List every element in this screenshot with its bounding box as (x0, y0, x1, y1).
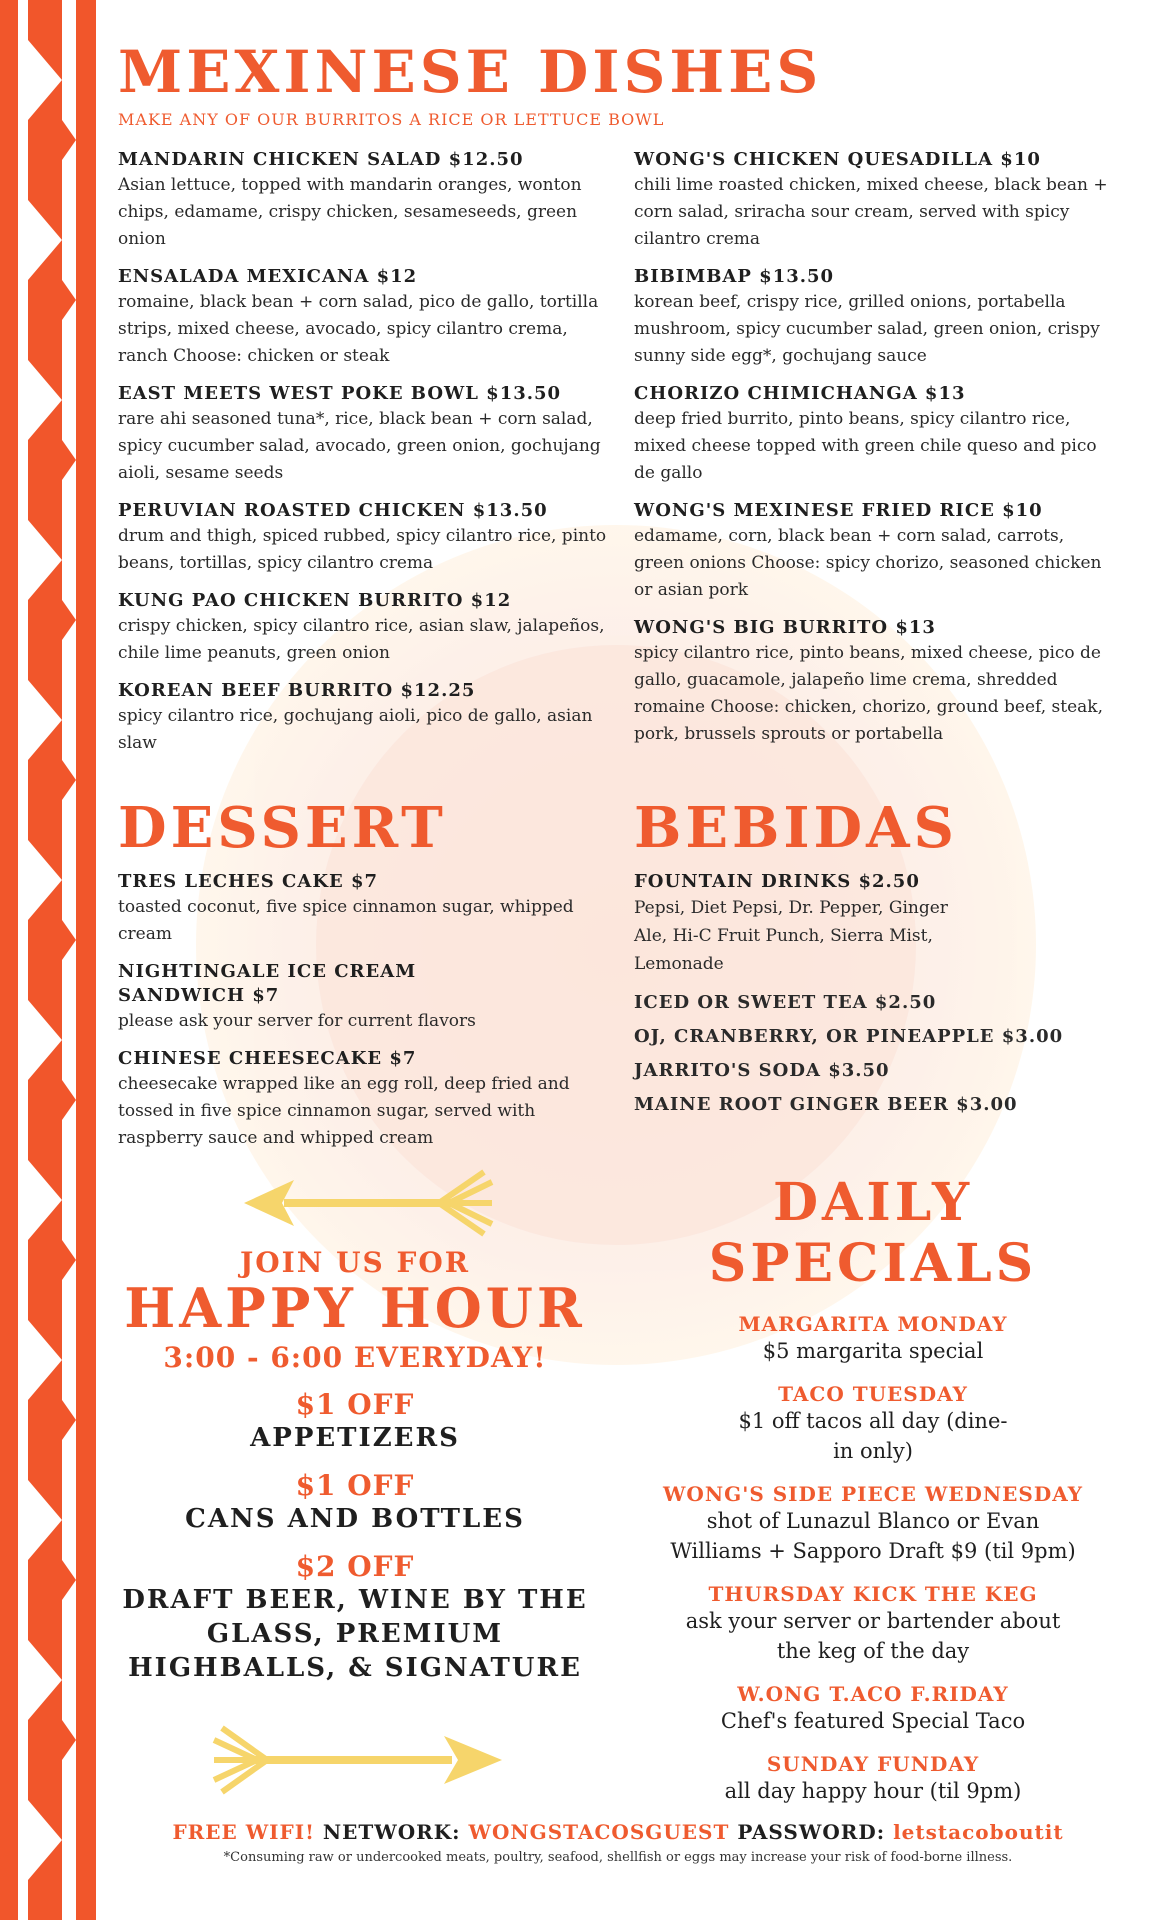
item-desc: edamame, corn, black bean + corn salad, carrots, green onions Choose: spicy chorizo, seasoned chicken or asian pork (634, 526, 1102, 600)
item-desc: romaine, black bean + corn salad, pico de gallo, tortilla strips, mixed cheese, avocado, spicy cilantro crema, ranch Choose: chicken or steak (118, 292, 599, 366)
item-name: WONG'S MEXINESE FRIED RICE $10 (634, 500, 1043, 521)
deal-off: $1 OFF (295, 1469, 415, 1502)
deal-what: DRAFT BEER, WINE BY THE GLASS, PREMIUM HIGHBALLS, & SIGNATURE (122, 1585, 588, 1683)
happy-hour-time: 3:00 - 6:00 EVERYDAY! (163, 1341, 547, 1374)
footer (118, 1820, 1118, 1865)
bebidas-column (634, 870, 1074, 1122)
item-name: BIBIMBAP $13.50 (634, 266, 835, 287)
special-desc: shot of Lunazul Blanco or Evan Williams + Sapporo Draft $9 (til 9pm) (670, 1509, 1076, 1563)
special-name: MARGARITA MONDAY (738, 1312, 1008, 1336)
daily-specials-title: DAILY SPECIALS (708, 1172, 1038, 1294)
drink-line: JARRITO'S SODA $3.50 (634, 1060, 890, 1081)
item-name: WONG'S BIG BURRITO $13 (634, 617, 936, 638)
dessert-column (118, 870, 598, 1164)
menu-item (634, 499, 1114, 604)
drink-line: MAINE ROOT GINGER BEER $3.00 (634, 1094, 1018, 1115)
item-name: TRES LECHES CAKE $7 (118, 871, 379, 892)
item-desc: toasted coconut, five spice cinnamon sugar, whipped cream (118, 897, 574, 944)
page-subtitle: MAKE ANY OF OUR BURRITOS A RICE OR LETTUCE BOWL (118, 110, 665, 129)
happy-hour-section (120, 1246, 590, 1685)
item-desc: crispy chicken, spicy cilantro rice, asian slaw, jalapeños, chile lime peanuts, green onion (118, 616, 605, 663)
item-name: NIGHTINGALE ICE CREAM SANDWICH $7 (118, 961, 417, 1006)
menu-item (118, 148, 618, 253)
item-name: CHORIZO CHIMICHANGA $13 (634, 383, 966, 404)
item-name: MANDARIN CHICKEN SALAD $12.50 (118, 149, 524, 170)
deal-off: $2 OFF (295, 1550, 415, 1583)
item-name: KOREAN BEEF BURRITO $12.25 (118, 680, 476, 701)
arrow-right-icon (212, 1722, 502, 1798)
network-name: WONGSTACOSGUEST (468, 1820, 730, 1844)
item-desc: chili lime roasted chicken, mixed cheese, black bean + corn salad, sriracha sour cream, served with spicy cilantro crema (634, 175, 1108, 249)
item-desc: cheesecake wrapped like an egg roll, deep fried and tossed in five spice cinnamon sugar, served with raspberry sauce and whipped cream (118, 1074, 570, 1148)
deal-what: CANS AND BOTTLES (185, 1504, 525, 1534)
item-name: ENSALADA MEXICANA $12 (118, 266, 418, 287)
wifi-label: FREE WIFI! (172, 1820, 315, 1844)
item-name: EAST MEETS WEST POKE BOWL $13.50 (118, 383, 562, 404)
special-desc: all day happy hour (til 9pm) (724, 1779, 1022, 1803)
menu-item (118, 960, 598, 1035)
item-desc: rare ahi seasoned tuna*, rice, black bean + corn salad, spicy cucumber salad, avocado, green onion, gochujang aioli, sesame seeds (118, 409, 601, 483)
menu-item (118, 382, 618, 487)
item-name: PERUVIAN ROASTED CHICKEN $13.50 (118, 500, 548, 521)
daily-specials-section (628, 1172, 1118, 1822)
item-name: WONG'S CHICKEN QUESADILLA $10 (634, 149, 1041, 170)
menu-item (634, 265, 1114, 370)
special-name: WONG'S SIDE PIECE WEDNESDAY (662, 1482, 1084, 1506)
happy-hour-title: HAPPY HOUR (124, 1276, 586, 1340)
item-desc: please ask your server for current flavors (118, 1011, 476, 1031)
item-desc: drum and thigh, spiced rubbed, spicy cilantro rice, pinto beans, tortillas, spicy cilantro crema (118, 526, 607, 573)
bebidas-title: BEBIDAS (634, 795, 958, 861)
menu-item (118, 589, 618, 667)
special-name: W.ONG T.ACO F.RIDAY (737, 1682, 1009, 1706)
item-name: KUNG PAO CHICKEN BURRITO $12 (118, 590, 512, 611)
food-safety-disclaimer: *Consuming raw or undercooked meats, poultry, seafood, shellfish or eggs may increase your risk of food-borne illness. (223, 1850, 1013, 1865)
item-desc: Pepsi, Diet Pepsi, Dr. Pepper, Ginger Ale, Hi-C Fruit Punch, Sierra Mist, Lemonade (634, 898, 948, 974)
menu-item (118, 679, 618, 757)
deal-what: APPETIZERS (250, 1423, 460, 1453)
item-desc: spicy cilantro rice, gochujang aioli, pico de gallo, asian slaw (118, 706, 593, 753)
item-desc: korean beef, crispy rice, grilled onions, portabella mushroom, spicy cucumber salad, green onion, crispy sunny side egg*, gochujang sauce (634, 292, 1100, 366)
special-name: THURSDAY KICK THE KEG (708, 1582, 1038, 1606)
network-label: NETWORK: (322, 1820, 461, 1844)
arrow-left-icon (244, 1168, 494, 1238)
special-desc: $5 margarita special (762, 1339, 984, 1363)
item-desc: deep fried burrito, pinto beans, spicy cilantro rice, mixed cheese topped with green chile queso and pico de gallo (634, 409, 1097, 483)
special-desc: Chef's featured Special Taco (720, 1709, 1026, 1733)
special-desc: $1 off tacos all day (dine-in only) (738, 1409, 1008, 1463)
menu-item (634, 616, 1114, 748)
special-name: TACO TUESDAY (778, 1382, 968, 1406)
wifi-password: letstacoboutit (893, 1820, 1064, 1844)
deal-off: $1 OFF (295, 1388, 415, 1421)
dishes-left-column (118, 148, 618, 769)
wifi-line (118, 1820, 1118, 1844)
menu-item (118, 1047, 598, 1152)
item-name: FOUNTAIN DRINKS $2.50 (634, 871, 920, 892)
item-name: CHINESE CHEESECAKE $7 (118, 1048, 417, 1069)
special-desc: ask your server or bartender about the keg of the day (685, 1609, 1061, 1663)
special-name: SUNDAY FUNDAY (766, 1752, 980, 1776)
drink-line: OJ, CRANBERRY, OR PINEAPPLE $3.00 (634, 1026, 1064, 1047)
menu-item (118, 870, 598, 948)
menu-item (118, 499, 618, 577)
item-desc: Asian lettuce, topped with mandarin oranges, wonton chips, edamame, crispy chicken, sesameseeds, green onion (118, 175, 582, 249)
dessert-title: DESSERT (118, 795, 447, 861)
happy-hour-join: JOIN US FOR (239, 1246, 470, 1279)
menu-item (634, 382, 1114, 487)
page-title: MEXINESE DISHES (118, 38, 823, 106)
drink-line: ICED OR SWEET TEA $2.50 (634, 992, 937, 1013)
dishes-right-column (634, 148, 1114, 760)
menu-item (118, 265, 618, 370)
menu-item (634, 148, 1114, 253)
item-desc: spicy cilantro rice, pinto beans, mixed cheese, pico de gallo, guacamole, jalapeño lime crema, shredded romaine Choose: chicken, chorizo, ground beef, steak, pork, brussels sprouts or portabella (634, 643, 1104, 744)
password-label: PASSWORD: (737, 1820, 886, 1844)
